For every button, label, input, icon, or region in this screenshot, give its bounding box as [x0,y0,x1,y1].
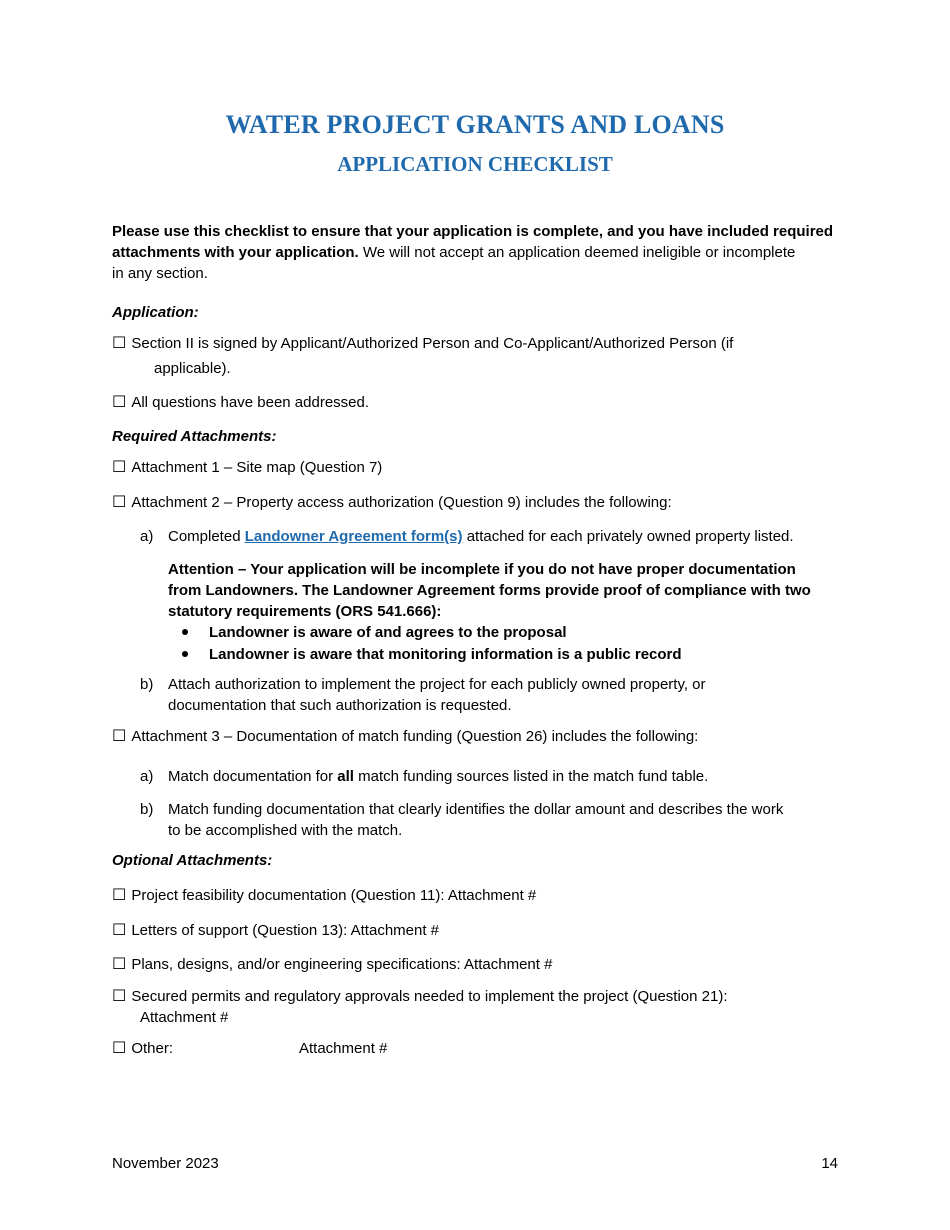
checkbox-icon[interactable]: ☐ [112,335,127,352]
bullet-icon [182,629,188,635]
attention-bullet-1: Landowner is aware of and agrees to the proposal [209,624,567,641]
footer-date: November 2023 [112,1155,219,1172]
checkbox-icon[interactable]: ☐ [112,494,127,511]
checkbox-icon[interactable]: ☐ [112,988,127,1005]
checkbox-icon[interactable]: ☐ [112,1040,127,1057]
att2-a-text: Completed Landowner Agreement form(s) attached for each privately owned property listed. [168,528,794,545]
checkbox-icon[interactable]: ☐ [112,728,127,745]
att3-a-marker: a) [140,768,154,785]
att2-b-marker: b) [140,676,154,693]
required-att3: ☐ Attachment 3 – Documentation of match funding (Question 26) includes the following: [112,728,699,745]
document-title: WATER PROJECT GRANTS AND LOANS [225,110,725,139]
optional-item-other-attachment: Attachment # [299,1040,388,1057]
intro-line-1: Please use this checklist to ensure that your application is complete, and you have included required [112,223,834,240]
page-number: 14 [821,1155,838,1172]
att2-a-marker: a) [140,528,154,545]
document-subtitle: APPLICATION CHECKLIST [337,152,613,176]
optional-item-permits: ☐ Secured permits and regulatory approvals needed to implement the project (Question 21): [112,988,728,1005]
optional-heading: Optional Attachments: [112,852,273,869]
optional-item-other: ☐ Other: [112,1040,174,1057]
application-heading: Application: [112,304,199,321]
required-att1: ☐ Attachment 1 – Site map (Question 7) [112,459,383,476]
optional-item-plans: ☐ Plans, designs, and/or engineering specifications: Attachment # [112,956,553,973]
optional-item-feasibility: ☐ Project feasibility documentation (Question 11): Attachment # [112,887,537,904]
attention-line-3: statutory requirements (ORS 541.666): [168,603,442,620]
required-att2: ☐ Attachment 2 – Property access authorization (Question 9) includes the following: [112,494,672,511]
checkbox-icon[interactable]: ☐ [112,922,127,939]
application-item-questions: ☐ All questions have been addressed. [112,394,370,411]
required-heading: Required Attachments: [112,428,277,445]
att3-a-text: Match documentation for all match funding sources listed in the match fund table. [168,768,709,785]
checkbox-icon[interactable]: ☐ [112,956,127,973]
application-item-signed: ☐ Section II is signed by Applicant/Authorized Person and Co-Applicant/Authorized Person (if [112,335,734,352]
att3-b-line-1: Match funding documentation that clearly identifies the dollar amount and describes the work [168,801,784,818]
att2-b-line-2: documentation that such authorization is requested. [168,697,512,714]
landowner-agreement-link[interactable]: Landowner Agreement form(s) [244,528,463,545]
attention-bullet-2: Landowner is aware that monitoring information is a public record [209,646,682,663]
checkbox-icon[interactable]: ☐ [112,394,127,411]
checkbox-icon[interactable]: ☐ [112,887,127,904]
intro-line-3: in any section. [112,265,208,282]
intro-line-2: attachments with your application. We will not accept an application deemed ineligible or incomplete [112,244,796,261]
optional-item-permits-cont: Attachment # [140,1009,229,1026]
optional-item-letters: ☐ Letters of support (Question 13): Attachment # [112,922,440,939]
att3-b-line-2: to be accomplished with the match. [168,822,403,839]
checkbox-icon[interactable]: ☐ [112,459,127,476]
att2-b-line-1: Attach authorization to implement the project for each publicly owned property, or [168,676,706,693]
attention-line-2: from Landowners. The Landowner Agreement forms provide proof of compliance with two [168,582,811,599]
bullet-icon [182,651,188,657]
attention-line-1: Attention – Your application will be incomplete if you do not have proper documentation [168,561,796,578]
att3-b-marker: b) [140,801,154,818]
application-item-signed-cont: applicable). [154,360,231,377]
